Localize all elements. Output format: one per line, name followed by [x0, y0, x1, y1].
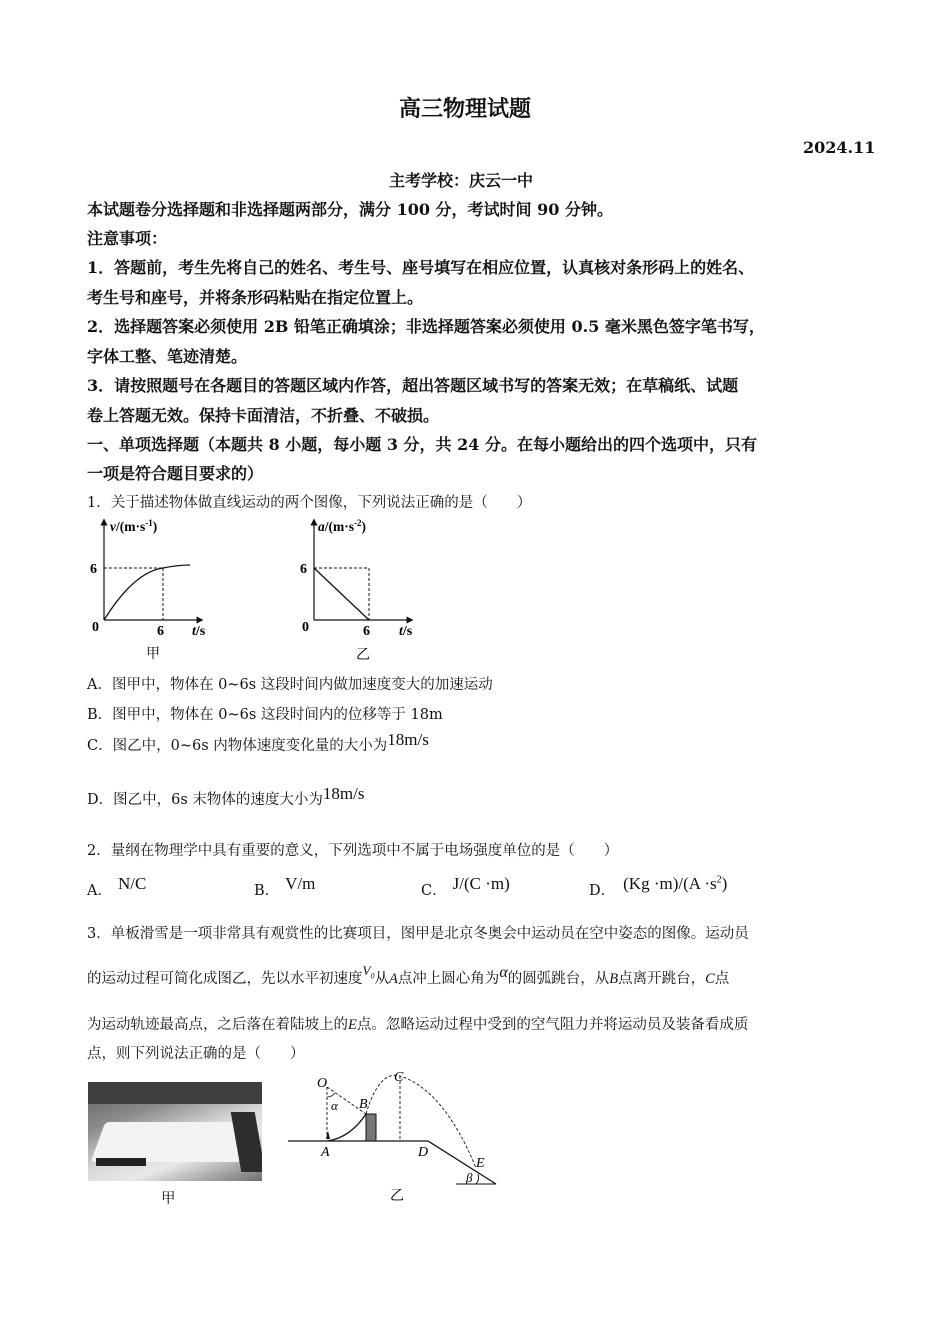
- question-1-stem: 1．关于描述物体做直线运动的两个图像，下列说法正确的是（ ）: [87, 495, 532, 511]
- host-school: 主考学校：庆云一中: [389, 171, 534, 190]
- angle-alpha: α: [499, 964, 508, 981]
- x-axis-label: t/s: [192, 624, 206, 639]
- label-alpha: α: [331, 1098, 338, 1113]
- point-e: E: [348, 1017, 357, 1033]
- acceleration-time-graph: [294, 516, 434, 666]
- section-heading: 一、单项选择题（本题共 8 小题，每小题 3 分，共 24 分。在每小题给出的四个选项中，只有: [87, 435, 757, 454]
- figure-caption: 乙: [356, 648, 370, 663]
- y-axis-label: $a/(m\cdot s^{-2})$: [318, 518, 366, 534]
- option-text: D．图乙中，6s 末物体的速度大小为: [87, 792, 323, 808]
- text-run: 的圆弧跳台，从: [507, 971, 610, 987]
- question-1-option-c: [87, 730, 429, 755]
- text-run: 点: [714, 971, 730, 987]
- point-c: C: [705, 971, 715, 987]
- x-axis-label: t/s: [399, 624, 413, 639]
- option-label: D．: [589, 883, 616, 899]
- text-run: 从: [374, 971, 389, 987]
- symbol-sub: 0: [370, 971, 375, 981]
- label-c: C: [394, 1070, 404, 1085]
- option-value: 18m/s: [322, 784, 365, 803]
- crowd-shape: [231, 1112, 262, 1172]
- ramp-shape: [91, 1122, 256, 1162]
- option-text: C．图乙中，0~6s 内物体速度变化量的大小为: [87, 738, 388, 754]
- label-b: B: [359, 1097, 368, 1112]
- label-e: E: [476, 1156, 485, 1171]
- notice-item-1-cont: 考生号和座号，并将条形码粘贴在指定位置上。: [87, 288, 424, 307]
- label-beta: β: [466, 1170, 473, 1185]
- page-title: 高三物理试题: [399, 96, 532, 122]
- acceleration-line: [314, 568, 369, 620]
- origin-label: 0: [302, 620, 309, 635]
- origin-label: 0: [92, 620, 99, 635]
- velocity-time-graph: [84, 516, 224, 666]
- notice-title: 注意事项：: [87, 229, 168, 248]
- exam-summary: 本试题卷分选择题和非选择题两部分，满分 100 分，考试时间 90 分钟。: [87, 200, 613, 219]
- question-1-option-a: A．图甲中，物体在 0~6s 这段时间内做加速度变大的加速运动: [87, 677, 493, 693]
- x-tick-label: 6: [157, 624, 164, 639]
- text-run: 为运动轨迹最高点，之后落在着陆坡上的: [87, 1017, 348, 1033]
- y-axis-label: $v/(m\cdot s^{-1})$: [110, 518, 158, 534]
- text-run: 点冲上圆心角为: [397, 971, 500, 987]
- option-value-main: (Kg ·m)/(A ·s: [623, 874, 717, 893]
- text-run: 的运动过程可简化成图乙，先以水平初速度: [87, 971, 363, 987]
- y-tick-label: 6: [90, 562, 97, 577]
- option-value: 18m/s: [387, 730, 429, 749]
- symbol-var: V: [362, 963, 371, 978]
- diagram-caption: 乙: [390, 1189, 404, 1204]
- option-label: B．: [254, 883, 280, 899]
- landing-slope: [428, 1141, 496, 1184]
- notice-item-1: 1．答题前，考生先将自己的姓名、考生号、座号填写在相应位置，认真核对条形码上的姓名、: [87, 258, 755, 277]
- question-3-stem-line-3: [87, 1013, 748, 1034]
- beta-arc: [476, 1174, 479, 1184]
- ramp-support: [366, 1114, 376, 1141]
- y-tick-label: 6: [300, 562, 307, 577]
- option-value-exp: 2: [716, 874, 722, 886]
- exam-date: 2024.11: [803, 138, 876, 157]
- option-label: A．: [87, 883, 112, 899]
- text-run: 点。忽略运动过程中受到的空气阻力并将运动员及装备看成质: [356, 1017, 749, 1033]
- notice-item-2-cont: 字体工整、笔迹清楚。: [87, 347, 248, 366]
- ski-jump-diagram: [286, 1068, 501, 1204]
- point-b: B: [609, 971, 619, 987]
- question-2-stem: 2．量纲在物理学中具有重要的意义，下列选项中不属于电场强度单位的是（ ）: [87, 843, 619, 859]
- snowboard-photo: [88, 1082, 262, 1181]
- option-label: C．: [421, 883, 447, 899]
- notice-item-2: 2．选择题答案必须使用 2B 铅笔正确填涂；非选择题答案必须使用 0.5 毫米黑色签字笔书写，: [87, 317, 765, 336]
- x-tick-label: 6: [363, 624, 370, 639]
- notice-item-3: 3．请按照题号在各题目的答题区域内作答，超出答题区域书写的答案无效；在草稿纸、试题: [87, 376, 739, 395]
- question-2-option-d: [589, 874, 728, 900]
- notice-item-3-cont: 卷上答题无效。保持卡面清洁，不折叠、不破损。: [87, 406, 440, 425]
- question-3-stem-line-4: 点，则下列说法正确的是（ ）: [87, 1046, 305, 1062]
- text-run: 点离开跳台，: [618, 971, 706, 987]
- option-value: N/C: [117, 874, 147, 893]
- option-value: J/(C ·m): [452, 874, 510, 893]
- scoreboard-shape: [96, 1158, 146, 1166]
- alpha-arc: [327, 1093, 335, 1097]
- stands-shape: [88, 1082, 262, 1104]
- symbol-v0: [362, 963, 375, 981]
- question-3-stem-line-2: [87, 963, 730, 989]
- question-3-stem-line-1: 3．单板滑雪是一项非常具有观赏性的比赛项目，图甲是北京冬奥会中运动员在空中姿态的图像。运动员: [87, 926, 749, 942]
- label-o: O: [317, 1076, 328, 1091]
- point-a: A: [388, 971, 398, 987]
- velocity-curve: [104, 565, 190, 620]
- question-2-option-a: [87, 874, 147, 900]
- circular-ramp: [327, 1114, 366, 1141]
- photo-caption: 甲: [161, 1191, 176, 1207]
- section-heading-cont: 一项是符合题目要求的）: [87, 464, 264, 483]
- figure-caption: 甲: [146, 647, 160, 662]
- label-a: A: [321, 1145, 330, 1160]
- question-2-option-b: [254, 874, 316, 900]
- question-2-option-c: [421, 874, 510, 900]
- option-value-close: ): [721, 874, 728, 893]
- option-value: V/m: [285, 874, 316, 893]
- question-1-option-b: B．图甲中，物体在 0~6s 这段时间内的位移等于 18m: [87, 707, 443, 723]
- question-1-option-d: [87, 784, 365, 809]
- label-d: D: [418, 1145, 429, 1160]
- option-value: [623, 874, 727, 893]
